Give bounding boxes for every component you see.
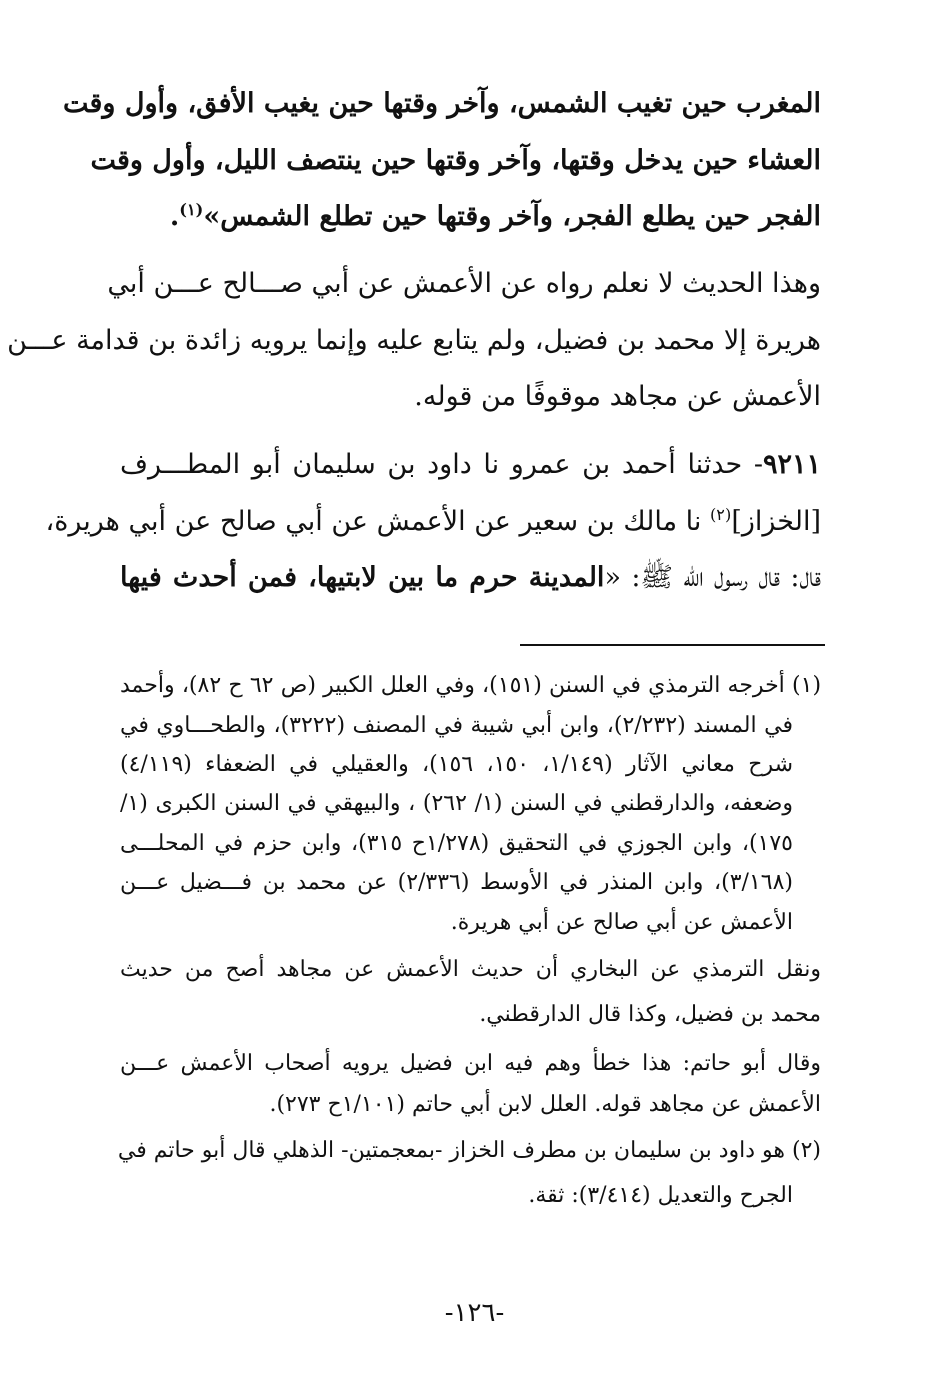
footnote-line-5 bbox=[120, 831, 793, 856]
footnote-line-11 bbox=[269, 1092, 821, 1117]
text-line: الفجر حين يطلع الفجر، وآخر وقتها حين تطلع الشمس» bbox=[203, 201, 821, 232]
text-line: نا مالك بن سعير عن الأعمش عن أبي صالح عن أبي هريرة، bbox=[45, 506, 710, 537]
text-line: - حدثنا أحمد بن عمرو نا داود بن سليمان أبو المطـــرف bbox=[120, 449, 763, 480]
footnote-marker: (٢) bbox=[709, 505, 732, 524]
text-line: (٢) هو داود بن سليمان بن مطرف الخزاز -بمعجمتين- الذهلي قال أبو حاتم في bbox=[117, 1138, 821, 1163]
page-number: -١٢٦- bbox=[444, 1298, 505, 1328]
footnote-line-7 bbox=[451, 910, 793, 935]
footnote-marker: (١) bbox=[179, 200, 204, 219]
text-line: هريرة إلا محمد بن فضيل، ولم يتابع عليه وإنما يرويه زائدة بن قدامة عـــن bbox=[7, 325, 821, 356]
text-line: (١) أخرجه الترمذي في السنن (١٥١)، وفي العلل الكبير (ص ٦٢ ح ٨٢)، وأحمد bbox=[120, 673, 822, 698]
footnote-line-9 bbox=[479, 1002, 821, 1027]
text-line: . bbox=[169, 201, 180, 232]
text-line: المغرب حين تغيب الشمس، وآخر وقتها حين يغيب الأفق، وأول وقت bbox=[62, 88, 821, 119]
footnote-line-8 bbox=[120, 957, 821, 982]
main-line-4 bbox=[107, 268, 821, 299]
text-line: وهذا الحديث لا نعلم رواه عن الأعمش عن أبي صـــالح عـــن أبي bbox=[107, 268, 821, 299]
text-line: وضعفه، والدارقطني في السنن (١/ ٢٦٢) ، والبيهقي في السنن الكبرى (١/ bbox=[120, 791, 793, 816]
text-line: محمد بن فضيل، وكذا قال الدارقطني. bbox=[479, 1002, 821, 1027]
text-line: (٣/١٦٨)، وابن المنذر في الأوسط (٢/٣٣٦) عن محمد بن فـــضيل عـــن bbox=[120, 870, 793, 895]
footnote-line-2 bbox=[120, 713, 793, 738]
footnote-line-10 bbox=[120, 1051, 821, 1076]
text-line: في المسند (٢/٢٣٢)، وابن أبي شيبة في المصنف (٣٢٢٢)، والطحـــاوي في bbox=[120, 713, 793, 738]
main-line-5 bbox=[7, 325, 821, 356]
text-line: [الخزاز] bbox=[731, 506, 821, 537]
text-line: وقال أبو حاتم: هذا خطأ وهم فيه ابن فضيل يرويه أصحاب الأعمش عـــن bbox=[120, 1051, 821, 1076]
text-line: ١٧٥)، وابن الجوزي في التحقيق (١/٢٧٨ح ٣١٥)، وابن حزم في المحلـــى bbox=[120, 831, 793, 856]
text-line: الأعمش عن أبي صالح عن أبي هريرة. bbox=[450, 910, 793, 935]
main-line-9 bbox=[120, 560, 821, 600]
text-line: العشاء حين يدخل وقتها، وآخر وقتها حين ينتصف الليل، وأول وقت bbox=[90, 145, 821, 176]
text-line: شرح معاني الآثار (١/١٤٩، ١٥٠، ١٥٦)، والعقيلي في الضعفاء (٤/١١٩) bbox=[120, 752, 794, 777]
footnote-separator bbox=[520, 644, 825, 646]
text-line: الأعمش عن مجاهد قوله. العلل لابن أبي حاتم (١/١٠١ح ٢٧٣). bbox=[269, 1092, 821, 1117]
footnote-line-6 bbox=[120, 870, 793, 895]
main-line-7 bbox=[120, 449, 821, 480]
main-line-1 bbox=[62, 88, 821, 119]
hadith-text: المدينة حرم ما بين لابتيها، فمن أحدث فيها bbox=[120, 562, 605, 593]
footnote-line-4 bbox=[120, 791, 793, 816]
footnote-line-12 bbox=[117, 1138, 821, 1163]
text-line: قال: قال رسول الله ﷺ: « bbox=[604, 562, 822, 593]
text-line: ونقل الترمذي عن البخاري أن حديث الأعمش عن مجاهد أصح من حديث bbox=[120, 957, 821, 982]
footnote-line-13 bbox=[528, 1183, 793, 1208]
footnote-line-3 bbox=[120, 752, 793, 777]
text-line: الأعمش عن مجاهد موقوفًا من قوله. bbox=[414, 381, 821, 412]
hadith-number: ٩٢١١ bbox=[762, 449, 821, 480]
footnote-line-1 bbox=[120, 673, 821, 698]
main-line-3 bbox=[170, 200, 821, 232]
text-line: الجرح والتعديل (٣/٤١٤): ثقة. bbox=[528, 1183, 793, 1208]
main-line-6 bbox=[414, 381, 821, 412]
main-line-8 bbox=[45, 505, 821, 537]
main-line-2 bbox=[90, 145, 821, 176]
